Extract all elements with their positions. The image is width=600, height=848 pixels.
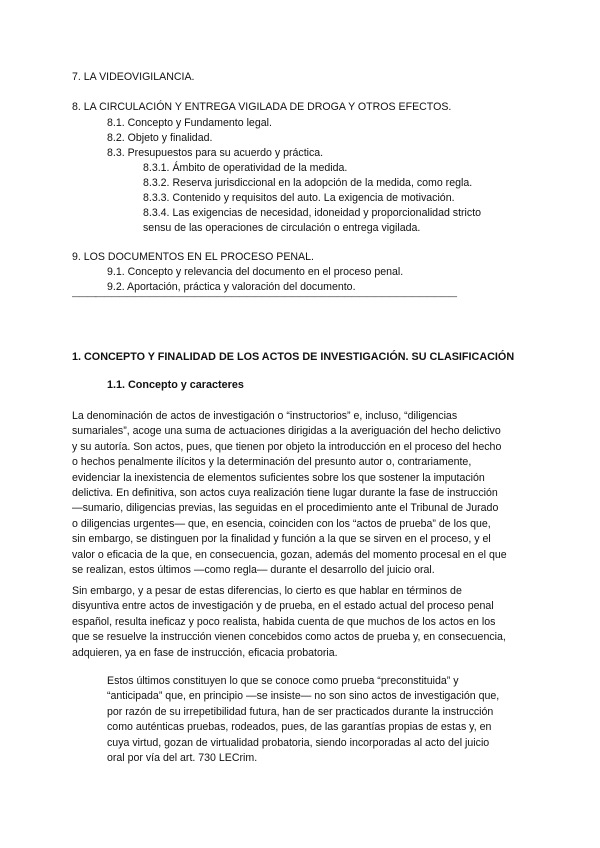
text-line: evidenciar la inexistencia de elementos suficientes sobre los que sostener la imputación [72,471,485,484]
section-heading: 1. CONCEPTO Y FINALIDAD DE LOS ACTOS DE INVESTIGACIÓN. SU CLASIFICACIÓN [72,351,515,363]
toc-item-8-3: 8.3. Presupuestos para su acuerdo y práctica. [107,147,324,159]
text-line: delictiva. En definitiva, son actos cuya realización tiene lugar durante la fase de instrucción [72,487,498,500]
paragraph-2 [72,584,534,661]
text-line: Estos últimos constituyen lo que se conoce como prueba “preconstituida” y [107,675,459,687]
toc-item-8-1: 8.1. Concepto y Fundamento legal. [107,117,272,129]
text-line: por razón de su irrepetibilidad futura, han de ser practicados durante la instrucción [107,705,494,718]
toc-item-8-3-1: 8.3.1. Ámbito de operatividad de la medida. [143,162,348,174]
toc-separator: ———-———————————————————————————————————————————————— [72,292,457,301]
subsection-heading: 1.1. Concepto y caracteres [107,379,244,391]
toc-item-8: 8. LA CIRCULACIÓN Y ENTREGA VIGILADA DE DROGA Y OTROS EFECTOS. [72,101,452,113]
paragraph-1 [72,409,534,578]
text-line: o hechos penalmente ilícitos y la determinación del presunto autor o, contrariamente, [72,456,472,469]
toc-item-8-3-3: 8.3.3. Contenido y requisitos del auto. La exigencia de motivación. [143,192,455,204]
text-line: disyuntiva entre actos de investigación y de prueba, en el estado actual del proceso penal [72,600,494,613]
text-line: sumariales”, acoge una suma de actuaciones dirigidas a la averiguación del hecho delictivo [72,425,501,438]
block-quote [107,674,517,766]
toc-item-8-3-4: 8.3.4. Las exigencias de necesidad, idoneidad y proporcionalidad stricto [143,207,482,219]
text-line: que se resuelve la instrucción vienen concebidos como actos de prueba y, en consecuencia, [72,631,506,644]
text-line: cuya virtud, gozan de virtualidad probatoria, siendo incorporadas al acto del juicio [107,736,490,749]
text-line: como auténticas pruebas, rodeados, pues, de las garantías propias de estas y, en [107,721,492,734]
text-line: español, resulta ineficaz y poco realista, habida cuenta de que muchos de los actos en los [72,615,496,628]
toc-item-8-3-4-cont: sensu de las operaciones de circulación o entrega vigilada. [143,222,421,234]
toc-item-8-3-2: 8.3.2. Reserva jurisdiccional en la adopción de la medida, como regla. [143,177,473,189]
text-line: adquieren, ya en fase de instrucción, eficacia probatoria. [72,646,338,659]
text-line: o diligencias urgentes— que, en esencia, coinciden con los “actos de prueba” de los que, [72,517,491,530]
toc-item-8-2: 8.2. Objeto y finalidad. [107,132,213,144]
toc-item-9-2: 9.2. Aportación, práctica y valoración del documento. [107,281,356,293]
text-line: valor o eficacia de la que, en consecuencia, gozan, además del momento procesal en el que [72,548,507,561]
text-line: oral por vía del art. 730 LECrim. [107,752,258,765]
toc-item-9-1: 9.1. Concepto y relevancia del documento en el proceso penal. [107,266,404,278]
text-line: se realizan, estos últimos —como regla— durante el desarrollo del juicio oral. [72,564,435,577]
text-line: La denominación de actos de investigación o “instructorios” e, incluso, “diligencias [72,410,458,422]
text-line: sin embargo, se distinguen por la finalidad y función a la que se sirven en el proceso, y el [72,533,491,546]
text-line: Sin embargo, y a pesar de estas diferencias, lo cierto es que hablar en términos de [72,585,462,597]
text-line: —sumario, diligencias previas, las seguidas en el procedimiento ante el Tribunal de Jurado [72,502,499,515]
toc-item-7: 7. LA VIDEOVIGILANCIA. [72,71,195,83]
toc-item-9: 9. LOS DOCUMENTOS EN EL PROCESO PENAL. [72,251,314,263]
text-line: “anticipada” que, en principio —se insiste— no son sino actos de investigación que, [107,690,500,703]
text-line: y su autoría. Son actos, pues, que tienen por objeto la introducción en el proceso del hecho [72,440,502,453]
